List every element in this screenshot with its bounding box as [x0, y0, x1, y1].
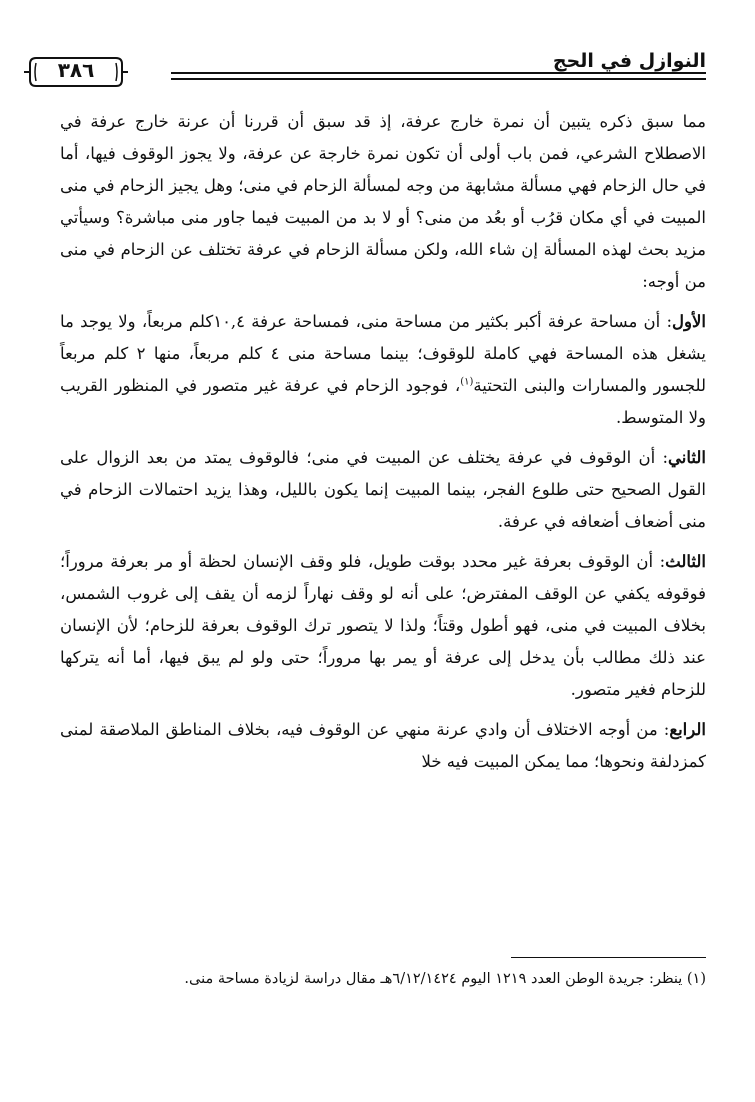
point-third-paragraph	[60, 546, 706, 706]
footnote: (١) ينظر: جريدة الوطن العدد ١٢١٩ اليوم ٦/١٢/١٤٢٤هـ مقال دراسة لزيادة مساحة منى.	[184, 971, 706, 987]
intro-paragraph: مما سبق ذكره يتبين أن نمرة خارج عرفة، إذ قد سبق أن قررنا أن عرنة خارج عرفة في الاصطلاح الشرعي، فمن باب أولى أن تكون نمرة خارجة عن عرفة، ولا يجوز الوقوف فيها، أما في حال الزحام فهي مسألة مشابهة من وجه لمسألة الزحام في منى؛ وهل يجيز الزحام في منى المبيت في أي مكان قرُب أو بعُد من منى؟ أو لا بد من المبيت فيما جاور منى مباشرة؟ وسيأتي مزيد بحث لهذه المسألة إن شاء الله، ولكن مسألة الزحام في عرفة تختلف عن الزحام في منى من أوجه:	[60, 112, 706, 291]
point-first-lead: الأول	[672, 312, 706, 331]
point-third-text: : أن الوقوف بعرفة غير محدد بوقت طويل، فلو وقف الإنسان لحظة أو مر بعرفة مروراً؛ فوقوفه يكفي عن الوقف المفترض؛ على أنه لو وقف نهاراً لزمه أن يقف إلى غروب الشمس، بخلاف المبيت في منى، فهو أطول وقتاً؛ ولذا لا يتصور ترك الوقوف بعرفة للزحام؛ لأن الإنسان عند ذلك مطالب بأن يدخل إلى عرفة أو يمر بها مروراً؛ حتى ولو لم يبق فيها، أما أنه يتركها للزحام فغير متصور.	[60, 552, 706, 699]
header-rule	[56, 66, 706, 86]
footnote-divider	[511, 957, 706, 958]
point-second-lead: الثاني	[668, 448, 706, 467]
point-fourth-text: : من أوجه الاختلاف أن وادي عرنة منهي عن الوقوف فيه، بخلاف المناطق الملاصقة لمنى كمزدلفة ونحوها؛ مما يمكن المبيت فيه خلا	[60, 720, 706, 771]
footnote-reference[interactable]: (١)	[460, 376, 474, 388]
point-second-paragraph	[60, 442, 706, 538]
page-number: ٣٨٦	[57, 58, 95, 82]
point-first-text-end: ، فوجود الزحام في عرفة غير متصور في المنظور القريب ولا المتوسط.	[60, 376, 706, 427]
point-first-paragraph	[60, 306, 706, 434]
point-third-lead: الثالث	[665, 552, 706, 571]
page-body	[60, 106, 706, 778]
point-second-text: : أن الوقوف في عرفة يختلف عن المبيت في منى؛ فالوقوف يمتد من بعد الزوال على القول الصحيح حتى طلوع الفجر، بينما المبيت إنما يكون بالليل، وهذا يزيد احتمالات الزحام في منى أضعاف أضعافه في عرفة.	[60, 448, 706, 531]
point-fourth-lead: الرابع	[669, 720, 706, 739]
point-fourth-paragraph	[60, 714, 706, 778]
point-first-text: : أن مساحة عرفة أكبر بكثير من مساحة منى، فمساحة عرفة ١٠,٤كلم مربعاً، ولا يوجد ما يشغل هذه المساحة فهي كاملة للوقوف؛ بينما مساحة منى ٤ كلم مربعاً، منها ٢ كلم مربعاً للجسور والمسارات والبنى التحتية	[60, 312, 707, 395]
book-title: النوازل في الحج	[552, 50, 706, 72]
page-number-frame	[22, 54, 130, 90]
